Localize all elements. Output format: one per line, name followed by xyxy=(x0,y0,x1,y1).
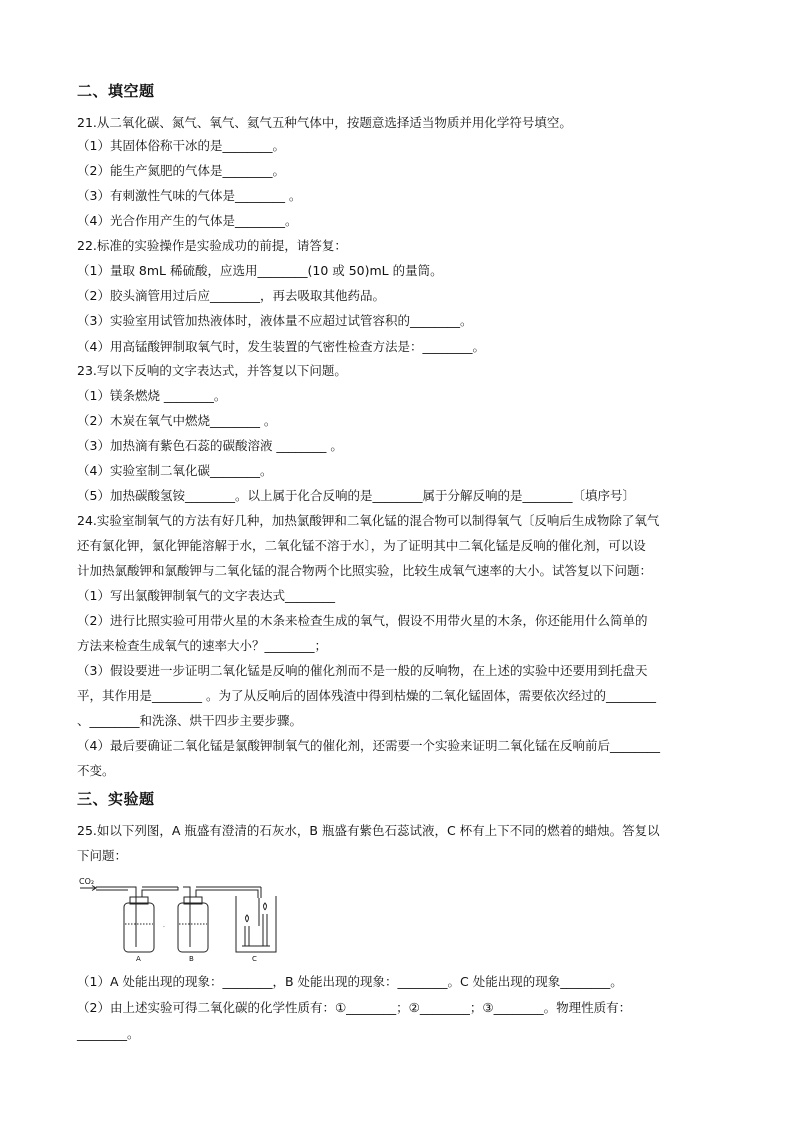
q22-item-4: （4）用高锰酸钾制取氧气时，发生装置的气密性检查方法是：________。 xyxy=(77,339,485,354)
co2-label: CO₂ xyxy=(79,877,95,886)
beaker-c xyxy=(236,896,276,952)
q24-line-7: （3）假设要进一步证明二氧化锰是反响的催化剂而不是一般的反响物，在上述的实验中还要用到托盘天 xyxy=(77,663,648,678)
q21-item-4: （4）光合作用产生的气体是________。 xyxy=(77,213,298,228)
label-a: A xyxy=(136,955,141,963)
q22-stem: 22.标准的实验操作是实验成功的前提，请答复： xyxy=(77,238,347,253)
q25-line-1: 25.如以下列图，A 瓶盛有澄清的石灰水，B 瓶盛有紫色石蕊试液，C 杯有上下不同的燃着的蜡烛。答复以 xyxy=(77,823,660,838)
q25-answer-2: （2）由上述实验可得二氧化碳的化学性质有：①________；②________；③________。物理性质有： xyxy=(77,1000,632,1015)
label-b: B xyxy=(189,955,194,963)
q25-answer-3: ________。 xyxy=(77,1026,140,1041)
q24-line-8: 平，其作用是________ 。为了从反响后的固体残渣中得到枯燥的二氧化锰固体，需要依次经过的________ xyxy=(77,688,656,703)
q24-line-9: 、________和洗涤、烘干四步主要步骤。 xyxy=(77,713,303,728)
q24-line-3: 计加热氯酸钾和氯酸钾与二氧化锰的混合物两个比照实验，比较生成氧气速率的大小。试答复以下问题： xyxy=(77,563,653,578)
q23-item-1: （1）镁条燃烧 ________。 xyxy=(77,388,227,403)
q25-answer-1: （1）A 处能出现的现象：________，B 处能出现的现象：________。C 处能出现的现象________。 xyxy=(77,974,623,989)
q24-line-2: 还有氯化钾，氯化钾能溶解于水，二氧化锰不溶于水〕，为了证明其中二氧化锰是反响的催化剂，可以设 xyxy=(77,538,646,553)
q24-line-6: 方法来检查生成氧气的速率大小？________； xyxy=(77,638,328,653)
q24-line-11: 不变。 xyxy=(77,763,115,778)
q22-item-1: （1）量取 8mL 稀硫酸，应选用________(10 或 50)mL 的量筒。 xyxy=(77,263,443,278)
q23-item-5: （5）加热碳酸氢铵________。以上属于化合反响的是________属于分解反响的是________〔填序号〕 xyxy=(77,488,635,503)
q24-line-1: 24.实验室制氧气的方法有好几种，加热氯酸钾和二氧化锰的混合物可以制得氧气〔反响后生成物除了氧气 xyxy=(77,513,660,528)
q21-item-1: （1）其固体俗称干冰的是________。 xyxy=(77,138,285,153)
q24-line-5: （2）进行比照实验可用带火星的木条来检查生成的氧气，假设不用带火星的木条，你还能用什么简单的 xyxy=(77,613,648,628)
q24-line-10: （4）最后要确证二氧化锰是氯酸钾制氧气的催化剂，还需要一个实验来证明二氧化锰在反响前后________ xyxy=(77,738,660,753)
apparatus-figure xyxy=(78,874,278,964)
q23-item-2: （2）木炭在氧气中燃烧________ 。 xyxy=(77,413,277,428)
separator-dot: · xyxy=(163,924,165,931)
q23-item-3: （3）加热滴有紫色石蕊的碳酸溶液 ________ 。 xyxy=(77,438,343,453)
q23-item-4: （4）实验室制二氧化碳________。 xyxy=(77,463,273,478)
q21-item-3: （3）有刺激性气味的气体是________ 。 xyxy=(77,188,302,203)
q25-line-2: 下问题： xyxy=(77,848,128,863)
section-title-fill-blank: 二、填空题 xyxy=(77,82,155,100)
q24-line-4: （1）写出氯酸钾制氧气的文字表达式________ xyxy=(77,588,335,603)
q21-stem: 21.从二氧化碳、氮气、氧气、氦气五种气体中，按题意选择适当物质并用化学符号填空。 xyxy=(77,115,572,130)
q22-item-2: （2）胶头滴管用过后应________，再去吸取其他药品。 xyxy=(77,288,385,303)
label-c: C xyxy=(252,955,257,963)
q22-item-3: （3）实验室用试管加热液体时，液体量不应超过试管容积的________。 xyxy=(77,313,473,328)
section-title-experiment: 三、实验题 xyxy=(77,790,155,808)
q21-item-2: （2）能生产氮肥的气体是________。 xyxy=(77,163,285,178)
q23-stem: 23.写以下反响的文字表达式，并答复以下问题。 xyxy=(77,363,347,378)
bottle-a xyxy=(124,887,178,952)
